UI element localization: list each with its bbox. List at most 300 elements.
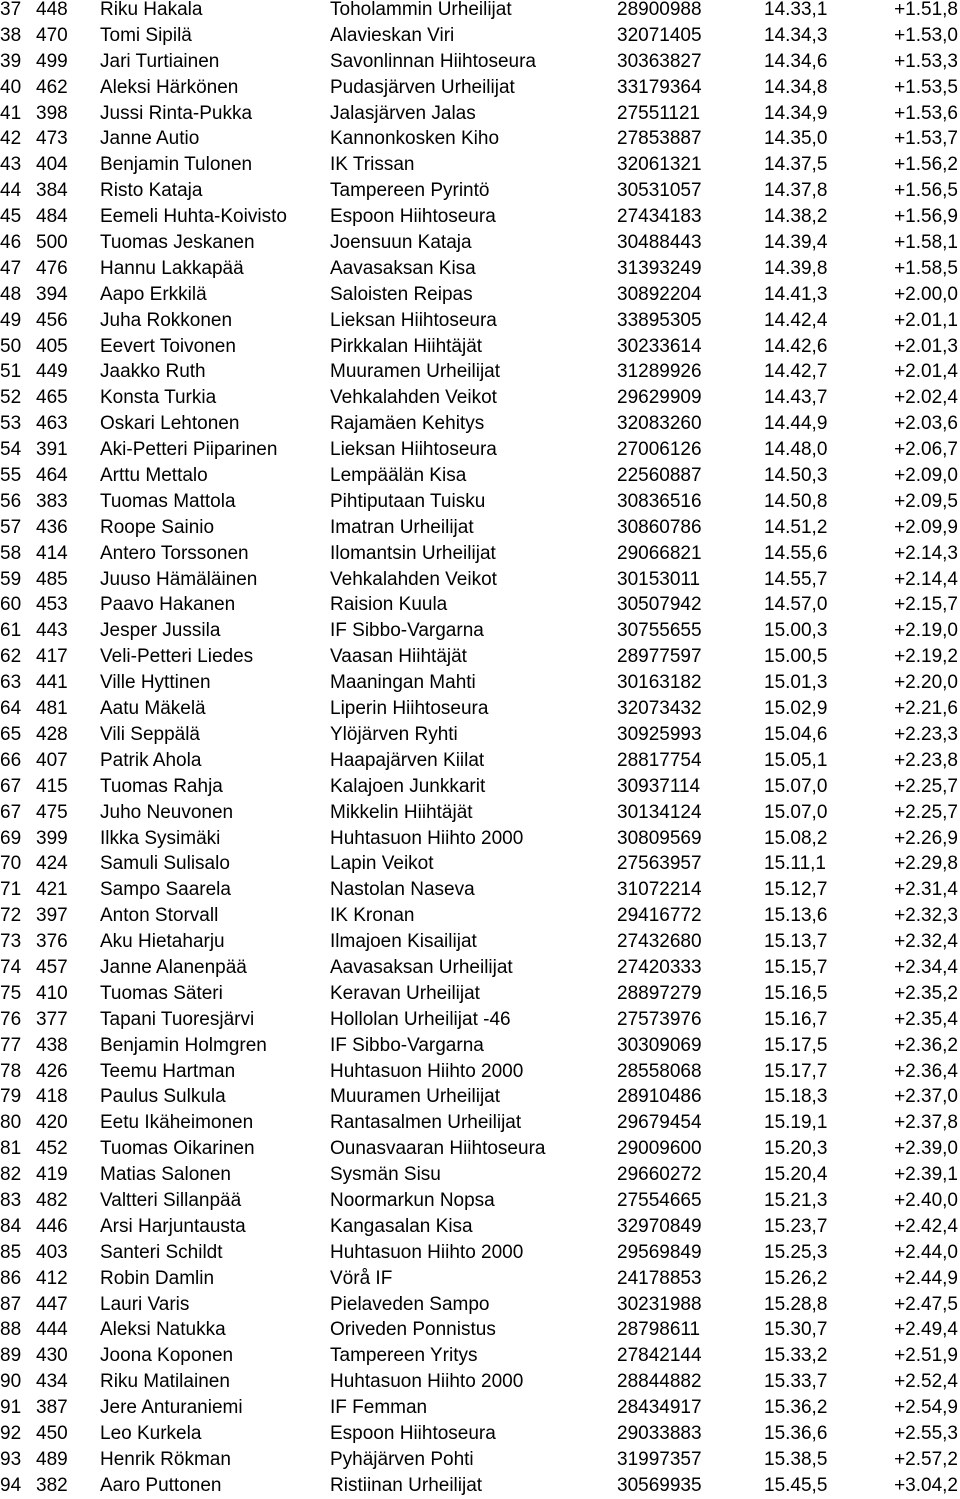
athlete-name-cell: Eevert Toivonen	[100, 335, 236, 357]
time-difference-cell: +2.39,1	[894, 1164, 958, 1186]
result-row	[0, 334, 960, 360]
time-cell: 15.16,5	[764, 982, 828, 1004]
athlete-name-cell: Vili Seppälä	[100, 723, 201, 745]
bib-cell: 456	[36, 309, 68, 331]
bib-cell: 482	[36, 1189, 68, 1211]
license-id-cell: 32083260	[617, 413, 702, 435]
time-cell: 15.28,8	[764, 1293, 828, 1315]
athlete-name-cell: Antero Torssonen	[100, 542, 249, 564]
bib-cell: 404	[36, 154, 68, 176]
license-id-cell: 30755655	[617, 620, 702, 642]
license-id-cell: 30937114	[617, 775, 701, 797]
result-row	[0, 256, 960, 282]
time-cell: 15.00,3	[764, 620, 828, 642]
club-cell: Huhtasuon Hiihto 2000	[330, 1060, 524, 1082]
club-cell: Noormarkun Nopsa	[330, 1189, 495, 1211]
athlete-name-cell: Paulus Sulkula	[100, 1086, 226, 1108]
time-cell: 14.39,4	[764, 232, 828, 254]
time-difference-cell: +2.35,2	[894, 982, 958, 1004]
athlete-name-cell: Eemeli Huhta-Koivisto	[100, 206, 287, 228]
license-id-cell: 32061321	[617, 154, 702, 176]
license-id-cell: 28910486	[617, 1086, 702, 1108]
license-id-cell: 28558068	[617, 1060, 702, 1082]
club-cell: Huhtasuon Hiihto 2000	[330, 1371, 524, 1393]
club-cell: Muuramen Urheilijat	[330, 1086, 501, 1108]
time-cell: 15.36,6	[764, 1422, 828, 1444]
rank-cell: 76	[0, 1008, 22, 1030]
result-row	[0, 204, 960, 230]
bib-cell: 420	[36, 1112, 68, 1134]
rank-cell: 80	[0, 1112, 22, 1134]
result-row	[0, 1214, 960, 1240]
bib-cell: 421	[36, 879, 68, 901]
bib-cell: 438	[36, 1034, 68, 1056]
club-cell: Hollolan Urheilijat -46	[330, 1008, 511, 1030]
club-cell: Imatran Urheilijat	[330, 516, 474, 538]
bib-cell: 377	[36, 1008, 68, 1030]
rank-cell: 41	[0, 102, 22, 124]
rank-cell: 38	[0, 24, 22, 46]
time-difference-cell: +2.14,4	[894, 568, 958, 590]
result-row	[0, 230, 960, 256]
club-cell: Savonlinnan Hiihtoseura	[330, 50, 536, 72]
license-id-cell: 30569935	[617, 1474, 702, 1496]
license-id-cell: 29569849	[617, 1241, 702, 1263]
club-cell: Maaningan Mahti	[330, 672, 476, 694]
result-row	[0, 618, 960, 644]
club-cell: Kannonkosken Kiho	[330, 128, 500, 150]
result-row	[0, 385, 960, 411]
time-cell: 14.35,0	[764, 128, 828, 150]
result-row	[0, 1317, 960, 1343]
rank-cell: 73	[0, 931, 22, 953]
license-id-cell: 30231988	[617, 1293, 702, 1315]
result-row	[0, 851, 960, 877]
club-cell: IF Sibbo-Vargarna	[330, 620, 484, 642]
license-id-cell: 28844882	[617, 1371, 702, 1393]
time-difference-cell: +2.37,8	[894, 1112, 958, 1134]
bib-cell: 417	[36, 646, 68, 668]
bib-cell: 434	[36, 1371, 68, 1393]
club-cell: Pudasjärven Urheilijat	[330, 76, 515, 98]
time-cell: 15.33,7	[764, 1371, 828, 1393]
time-cell: 14.41,3	[764, 283, 828, 305]
time-difference-cell: +2.47,5	[894, 1293, 958, 1315]
rank-cell: 45	[0, 206, 22, 228]
athlete-name-cell: Roope Sainio	[100, 516, 215, 538]
license-id-cell: 32970849	[617, 1215, 702, 1237]
club-cell: Kangasalan Kisa	[330, 1215, 473, 1237]
bib-cell: 424	[36, 853, 68, 875]
license-id-cell: 31072214	[617, 879, 702, 901]
result-row	[0, 1447, 960, 1473]
rank-cell: 61	[0, 620, 22, 642]
bib-cell: 407	[36, 749, 68, 771]
club-cell: Mikkelin Hiihtäjät	[330, 801, 473, 823]
time-cell: 14.34,8	[764, 76, 828, 98]
license-id-cell: 27434183	[617, 206, 702, 228]
time-difference-cell: +2.09,9	[894, 516, 958, 538]
rank-cell: 37	[0, 0, 22, 20]
rank-cell: 59	[0, 568, 22, 590]
time-difference-cell: +2.25,7	[894, 801, 958, 823]
athlete-name-cell: Tapani Tuoresjärvi	[100, 1008, 255, 1030]
rank-cell: 62	[0, 646, 22, 668]
time-difference-cell: +2.06,7	[894, 439, 958, 461]
time-cell: 14.57,0	[764, 594, 828, 616]
rank-cell: 55	[0, 465, 22, 487]
time-difference-cell: +1.51,8	[894, 0, 958, 20]
time-cell: 14.48,0	[764, 439, 828, 461]
athlete-name-cell: Jari Turtiainen	[100, 50, 220, 72]
club-cell: Lapin Veikot	[330, 853, 434, 875]
result-row	[0, 463, 960, 489]
bib-cell: 452	[36, 1138, 68, 1160]
athlete-name-cell: Jaakko Ruth	[100, 361, 206, 383]
bib-cell: 463	[36, 413, 68, 435]
athlete-name-cell: Henrik Rökman	[100, 1448, 231, 1470]
result-row	[0, 75, 960, 101]
bib-cell: 444	[36, 1319, 68, 1341]
rank-cell: 75	[0, 982, 22, 1004]
time-difference-cell: +2.19,2	[894, 646, 958, 668]
result-row	[0, 126, 960, 152]
athlete-name-cell: Benjamin Tulonen	[100, 154, 253, 176]
bib-cell: 428	[36, 723, 68, 745]
license-id-cell: 27573976	[617, 1008, 702, 1030]
bib-cell: 465	[36, 387, 68, 409]
athlete-name-cell: Aapo Erkkilä	[100, 283, 207, 305]
license-id-cell: 27853887	[617, 128, 702, 150]
club-cell: Vaasan Hiihtäjät	[330, 646, 467, 668]
time-cell: 15.17,7	[764, 1060, 828, 1082]
bib-cell: 464	[36, 465, 68, 487]
time-cell: 15.20,4	[764, 1164, 828, 1186]
athlete-name-cell: Aki-Petteri Piiparinen	[100, 439, 278, 461]
bib-cell: 441	[36, 672, 68, 694]
license-id-cell: 30925993	[617, 723, 702, 745]
bib-cell: 484	[36, 206, 68, 228]
athlete-name-cell: Aatu Mäkelä	[100, 698, 206, 720]
athlete-name-cell: Tuomas Mattola	[100, 490, 236, 512]
time-cell: 15.11,1	[764, 853, 826, 875]
club-cell: Espoon Hiihtoseura	[330, 206, 496, 228]
club-cell: Tampereen Yritys	[330, 1345, 478, 1367]
rank-cell: 70	[0, 853, 22, 875]
club-cell: Vehkalahden Veikot	[330, 568, 497, 590]
rank-cell: 69	[0, 827, 22, 849]
club-cell: Kalajoen Junkkarit	[330, 775, 486, 797]
rank-cell: 86	[0, 1267, 22, 1289]
bib-cell: 447	[36, 1293, 68, 1315]
time-difference-cell: +2.25,7	[894, 775, 958, 797]
club-cell: Sysmän Sisu	[330, 1164, 441, 1186]
result-row	[0, 696, 960, 722]
bib-cell: 499	[36, 50, 68, 72]
athlete-name-cell: Teemu Hartman	[100, 1060, 236, 1082]
license-id-cell: 28817754	[617, 749, 702, 771]
rank-cell: 81	[0, 1138, 22, 1160]
time-difference-cell: +2.55,3	[894, 1422, 958, 1444]
rank-cell: 74	[0, 956, 22, 978]
rank-cell: 43	[0, 154, 22, 176]
license-id-cell: 28798611	[617, 1319, 701, 1341]
result-row	[0, 955, 960, 981]
club-cell: Espoon Hiihtoseura	[330, 1422, 496, 1444]
bib-cell: 450	[36, 1422, 68, 1444]
license-id-cell: 33895305	[617, 309, 702, 331]
rank-cell: 93	[0, 1448, 22, 1470]
bib-cell: 475	[36, 801, 68, 823]
rank-cell: 71	[0, 879, 22, 901]
time-cell: 15.21,3	[764, 1189, 828, 1211]
time-cell: 15.07,0	[764, 775, 828, 797]
athlete-name-cell: Aaro Puttonen	[100, 1474, 222, 1496]
rank-cell: 54	[0, 439, 22, 461]
athlete-name-cell: Sampo Saarela	[100, 879, 231, 901]
time-difference-cell: +2.36,2	[894, 1034, 958, 1056]
bib-cell: 436	[36, 516, 68, 538]
time-cell: 15.18,3	[764, 1086, 828, 1108]
bib-cell: 470	[36, 24, 68, 46]
result-row	[0, 437, 960, 463]
time-difference-cell: +2.51,9	[894, 1345, 958, 1367]
athlete-name-cell: Ilkka Sysimäki	[100, 827, 221, 849]
rank-cell: 78	[0, 1060, 22, 1082]
license-id-cell: 27420333	[617, 956, 702, 978]
rank-cell: 52	[0, 387, 22, 409]
result-row	[0, 178, 960, 204]
club-cell: Ilmajoen Kisailijat	[330, 931, 477, 953]
club-cell: Jalasjärven Jalas	[330, 102, 476, 124]
rank-cell: 40	[0, 76, 22, 98]
bib-cell: 414	[36, 542, 68, 564]
time-difference-cell: +2.14,3	[894, 542, 958, 564]
result-row	[0, 152, 960, 178]
time-difference-cell: +2.35,4	[894, 1008, 958, 1030]
time-difference-cell: +2.15,7	[894, 594, 958, 616]
result-row	[0, 774, 960, 800]
license-id-cell: 27551121	[617, 102, 701, 124]
rank-cell: 88	[0, 1319, 22, 1341]
time-difference-cell: +2.54,9	[894, 1397, 958, 1419]
club-cell: Saloisten Reipas	[330, 283, 473, 305]
result-row	[0, 1240, 960, 1266]
result-row	[0, 1292, 960, 1318]
time-difference-cell: +2.01,1	[894, 309, 958, 331]
license-id-cell: 30363827	[617, 50, 702, 72]
athlete-name-cell: Juuso Hämäläinen	[100, 568, 258, 590]
club-cell: Lieksan Hiihtoseura	[330, 439, 497, 461]
result-row	[0, 722, 960, 748]
bib-cell: 457	[36, 956, 68, 978]
license-id-cell: 28434917	[617, 1397, 702, 1419]
athlete-name-cell: Leo Kurkela	[100, 1422, 202, 1444]
time-difference-cell: +2.02,4	[894, 387, 958, 409]
club-cell: Ristiinan Urheilijat	[330, 1474, 483, 1496]
time-cell: 15.02,9	[764, 698, 828, 720]
result-row	[0, 1084, 960, 1110]
time-difference-cell: +2.19,0	[894, 620, 958, 642]
bib-cell: 415	[36, 775, 68, 797]
time-cell: 14.55,6	[764, 542, 828, 564]
license-id-cell: 28977597	[617, 646, 702, 668]
license-id-cell: 30134124	[617, 801, 702, 823]
athlete-name-cell: Robin Damlin	[100, 1267, 215, 1289]
athlete-name-cell: Aleksi Natukka	[100, 1319, 226, 1341]
rank-cell: 90	[0, 1371, 22, 1393]
time-difference-cell: +2.01,3	[894, 335, 958, 357]
athlete-name-cell: Juho Neuvonen	[100, 801, 234, 823]
license-id-cell: 30531057	[617, 180, 702, 202]
athlete-name-cell: Risto Kataja	[100, 180, 203, 202]
bib-cell: 410	[36, 982, 68, 1004]
time-difference-cell: +2.20,0	[894, 672, 958, 694]
club-cell: Ylöjärven Ryhti	[330, 723, 458, 745]
time-cell: 15.05,1	[764, 749, 828, 771]
result-row	[0, 1007, 960, 1033]
time-difference-cell: +2.52,4	[894, 1371, 958, 1393]
bib-cell: 403	[36, 1241, 68, 1263]
license-id-cell: 30163182	[617, 672, 702, 694]
bib-cell: 384	[36, 180, 68, 202]
athlete-name-cell: Eetu Ikäheimonen	[100, 1112, 254, 1134]
time-cell: 14.51,2	[764, 516, 828, 538]
license-id-cell: 29009600	[617, 1138, 702, 1160]
club-cell: Aavasaksan Kisa	[330, 257, 476, 279]
license-id-cell: 29066821	[617, 542, 702, 564]
rank-cell: 64	[0, 698, 22, 720]
athlete-name-cell: Joona Koponen	[100, 1345, 234, 1367]
time-cell: 15.08,2	[764, 827, 828, 849]
athlete-name-cell: Patrik Ahola	[100, 749, 202, 771]
time-cell: 15.00,5	[764, 646, 828, 668]
bib-cell: 397	[36, 905, 68, 927]
club-cell: IF Femman	[330, 1397, 428, 1419]
license-id-cell: 29660272	[617, 1164, 702, 1186]
rank-cell: 44	[0, 180, 22, 202]
athlete-name-cell: Riku Hakala	[100, 0, 203, 20]
result-row	[0, 49, 960, 75]
club-cell: Pielaveden Sampo	[330, 1293, 490, 1315]
rank-cell: 58	[0, 542, 22, 564]
bib-cell: 443	[36, 620, 68, 642]
time-cell: 14.42,6	[764, 335, 828, 357]
athlete-name-cell: Lauri Varis	[100, 1293, 190, 1315]
time-difference-cell: +1.53,0	[894, 24, 958, 46]
rank-cell: 51	[0, 361, 22, 383]
result-row	[0, 1343, 960, 1369]
time-cell: 15.25,3	[764, 1241, 828, 1263]
time-difference-cell: +2.23,8	[894, 749, 958, 771]
result-row	[0, 515, 960, 541]
result-row	[0, 592, 960, 618]
time-difference-cell: +1.53,5	[894, 76, 958, 98]
time-difference-cell: +2.36,4	[894, 1060, 958, 1082]
time-cell: 15.20,3	[764, 1138, 828, 1160]
result-row	[0, 1266, 960, 1292]
time-cell: 15.38,5	[764, 1448, 828, 1470]
bib-cell: 394	[36, 283, 68, 305]
time-difference-cell: +1.58,1	[894, 232, 958, 254]
club-cell: Haapajärven Kiilat	[330, 749, 485, 771]
athlete-name-cell: Ville Hyttinen	[100, 672, 211, 694]
result-row	[0, 308, 960, 334]
athlete-name-cell: Valtteri Sillanpää	[100, 1189, 242, 1211]
result-row	[0, 101, 960, 127]
athlete-name-cell: Riku Matilainen	[100, 1371, 230, 1393]
time-difference-cell: +2.57,2	[894, 1448, 958, 1470]
rank-cell: 49	[0, 309, 22, 331]
time-difference-cell: +2.40,0	[894, 1189, 958, 1211]
club-cell: Keravan Urheilijat	[330, 982, 480, 1004]
time-cell: 15.16,7	[764, 1008, 828, 1030]
time-difference-cell: +2.09,0	[894, 465, 958, 487]
license-id-cell: 28897279	[617, 982, 702, 1004]
time-difference-cell: +2.00,0	[894, 283, 958, 305]
rank-cell: 47	[0, 257, 22, 279]
club-cell: Rajamäen Kehitys	[330, 413, 485, 435]
result-row	[0, 282, 960, 308]
time-cell: 14.42,7	[764, 361, 828, 383]
rank-cell: 42	[0, 128, 22, 150]
club-cell: IK Trissan	[330, 154, 415, 176]
athlete-name-cell: Hannu Lakkapää	[100, 257, 244, 279]
license-id-cell: 27006126	[617, 439, 702, 461]
rank-cell: 84	[0, 1215, 22, 1237]
athlete-name-cell: Aleksi Härkönen	[100, 76, 239, 98]
time-difference-cell: +1.56,5	[894, 180, 958, 202]
club-cell: Lieksan Hiihtoseura	[330, 309, 497, 331]
bib-cell: 485	[36, 568, 68, 590]
bib-cell: 412	[36, 1267, 68, 1289]
license-id-cell: 32071405	[617, 24, 702, 46]
club-cell: Liperin Hiihtoseura	[330, 698, 489, 720]
bib-cell: 453	[36, 594, 68, 616]
result-row	[0, 541, 960, 567]
time-cell: 14.50,8	[764, 490, 828, 512]
club-cell: IF Sibbo-Vargarna	[330, 1034, 484, 1056]
time-cell: 15.33,2	[764, 1345, 828, 1367]
bib-cell: 448	[36, 0, 68, 20]
time-cell: 14.50,3	[764, 465, 828, 487]
club-cell: Ilomantsin Urheilijat	[330, 542, 496, 564]
result-row	[0, 877, 960, 903]
result-row	[0, 1162, 960, 1188]
bib-cell: 391	[36, 439, 68, 461]
time-cell: 14.34,9	[764, 102, 828, 124]
time-cell: 15.04,6	[764, 723, 828, 745]
result-row	[0, 1188, 960, 1214]
license-id-cell: 22560887	[617, 465, 702, 487]
bib-cell: 419	[36, 1164, 68, 1186]
result-row	[0, 644, 960, 670]
bib-cell: 383	[36, 490, 68, 512]
license-id-cell: 30309069	[617, 1034, 702, 1056]
time-cell: 14.37,8	[764, 180, 828, 202]
result-row	[0, 1110, 960, 1136]
result-row	[0, 1473, 960, 1499]
rank-cell: 72	[0, 905, 22, 927]
result-row	[0, 1136, 960, 1162]
result-row	[0, 1395, 960, 1421]
bib-cell: 476	[36, 257, 68, 279]
bib-cell: 500	[36, 232, 68, 254]
rank-cell: 79	[0, 1086, 22, 1108]
bib-cell: 462	[36, 76, 68, 98]
result-row	[0, 1059, 960, 1085]
time-difference-cell: +2.42,4	[894, 1215, 958, 1237]
